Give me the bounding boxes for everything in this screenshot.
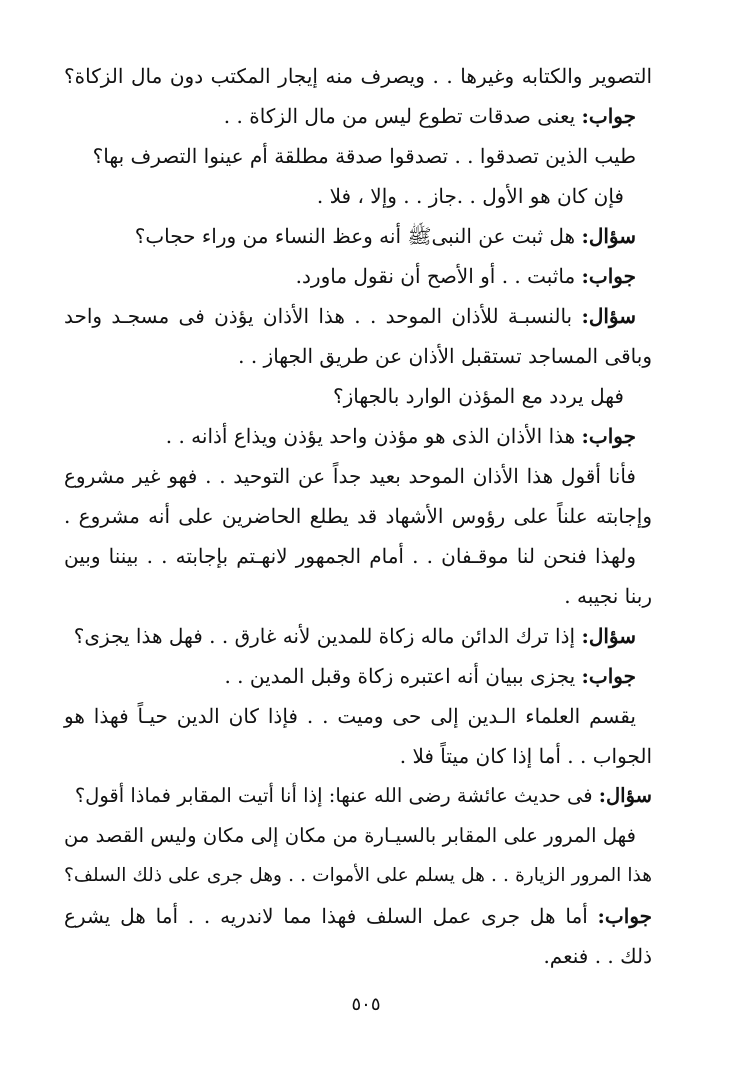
line-text: وباقى المساجد تستقبل الأذان عن طريق الجهاز . . (238, 344, 652, 368)
line-text: الجواب . . أما إذا كان ميتاً فلا . (399, 744, 652, 768)
body-text (64, 56, 652, 976)
question-label: سؤال: (581, 624, 636, 648)
question-line (64, 616, 652, 656)
question-label: سؤال: (581, 304, 636, 328)
line-text: فى حديث عائشة رضى الله عنها: إذا أنا أتيت المقابر فماذا أقول؟ (74, 784, 599, 807)
answer-label: جواب: (581, 424, 636, 448)
line-text: هل ثبت عن النبىﷺ أنه وعظ النساء من وراء حجاب؟ (134, 224, 582, 248)
line-text: فهل المرور على المقابر بالسيـارة من مكان إلى مكان وليس القصد من (64, 824, 636, 847)
question-label: سؤال: (598, 784, 652, 807)
line-text: إذا ترك الدائن ماله زكاة للمدين لأنه غارق . . فهل هذا يجزى؟ (73, 624, 582, 648)
line-text: فهل يردد مع المؤذن الوارد بالجهاز؟ (333, 384, 624, 408)
line-text: طيب الذين تصدقوا . . تصدقوا صدقة مطلقة أم عينوا التصرف بها؟ (92, 144, 636, 168)
text-line (64, 576, 652, 616)
line-text: بالنسبـة للأذان الموحد . . هذا الأذان يؤذن فى مسجـد واحد (64, 304, 582, 328)
line-text: فإن كان هو الأول . .جاز . . وإلا ، فلا . (316, 184, 624, 208)
answer-label: جواب: (581, 264, 636, 288)
text-line (64, 176, 652, 216)
question-line (64, 296, 652, 336)
answer-line (64, 896, 652, 936)
answer-label: جواب: (581, 664, 636, 688)
text-line (64, 496, 652, 536)
text-line (64, 856, 652, 896)
line-text: ربنا نجيبه . (564, 584, 652, 608)
page-number: ٥٠٥ (351, 994, 381, 1015)
line-text: يقسم العلماء الـدين إلى حى وميت . . فإذا كان الدين حيـاً فهذا هو (64, 704, 636, 728)
line-text: فأنا أقول هذا الأذان الموحد بعيد جداً عن التوحيد . . فهو غير مشروع (64, 464, 636, 488)
line-text: يعنى صدقات تطوع ليس من مال الزكاة . . (223, 104, 582, 128)
line-text: وإجابته علناً على رؤوس الأشهاد قد يطلع الحاضرين على أنه مشروع . (64, 504, 652, 528)
text-line (64, 696, 652, 736)
answer-line (64, 96, 652, 136)
question-line (64, 776, 652, 816)
line-text: ماثبت . . أو الأصح أن نقول ماورد. (295, 264, 582, 288)
text-line (64, 936, 652, 976)
line-text: ذلك . . فنعم. (543, 944, 652, 968)
line-text: يجزى ببيان أنه اعتبره زكاة وقبل المدين . . (224, 664, 582, 688)
text-line (64, 456, 652, 496)
text-line (64, 736, 652, 776)
text-line (64, 536, 652, 576)
answer-line (64, 256, 652, 296)
text-line (64, 376, 652, 416)
answer-line (64, 656, 652, 696)
answer-label: جواب: (581, 104, 636, 128)
question-label: سؤال: (581, 224, 636, 248)
text-line (64, 816, 652, 856)
question-line (64, 216, 652, 256)
line-text: ولهذا فنحن لنا موقـفان . . أمام الجمهور لانهـتم بإجابته . . بيننا وبين (64, 544, 636, 568)
line-text: هذا المرور الزيارة . . هل يسلم على الأموات . . وهل جرى على ذلك السلف؟ (64, 865, 652, 886)
line-text: هذا الأذان الذى هو مؤذن واحد يؤذن ويذاع أذانه . . (165, 424, 582, 448)
answer-line (64, 416, 652, 456)
text-line (64, 336, 652, 376)
text-line (64, 136, 652, 176)
line-text: أما هل جرى عمل السلف فهذا مما لاندريه . . أما هل يشرع (64, 904, 598, 928)
answer-label: جواب: (597, 904, 653, 928)
line-text: التصوير والكتابه وغيرها . . ويصرف منه إيجار المكتب دون مال الزكاة؟ (64, 64, 652, 88)
text-line (64, 56, 652, 96)
